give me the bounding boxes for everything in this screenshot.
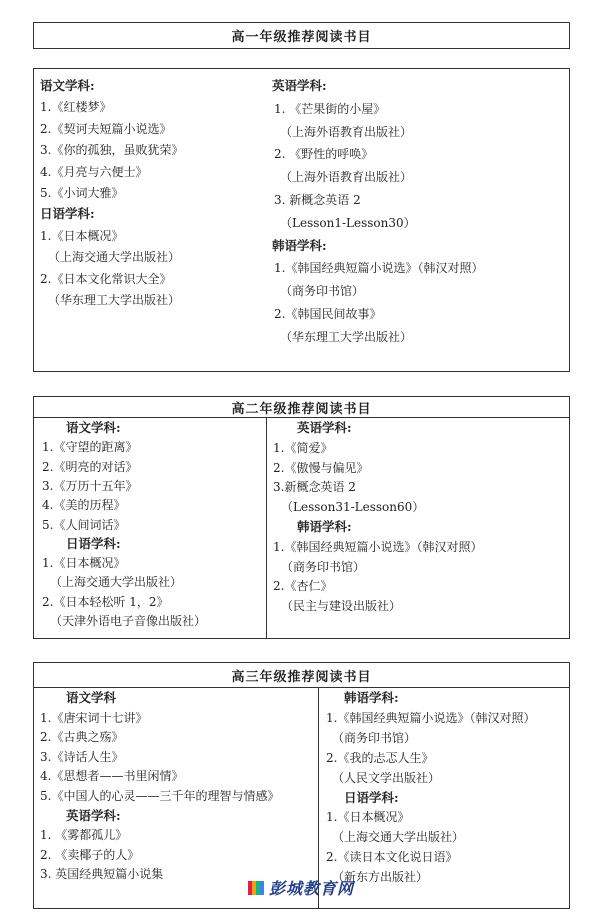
book-item: 1. 《雾都孤儿》 (40, 828, 128, 843)
book-item: 2.《韩国民间故事》 (274, 307, 382, 321)
book-item: 1.《韩国经典短篇小说选》（韩汉对照） (273, 539, 483, 554)
publisher-note: （商务印书馆） (280, 284, 365, 299)
publisher-note: （Lesson1-Lesson30） (280, 215, 416, 230)
book-item: 2.《读日本文化说日语》 (326, 850, 458, 865)
publisher-note: （上海外语教育出版社） (280, 170, 413, 185)
publisher-note: （商务印书馆） (281, 559, 366, 574)
watermark-logo (246, 876, 354, 899)
book-item: 5.《小词大雅》 (40, 186, 124, 200)
book-item: 4.《月亮与六便士》 (40, 164, 148, 179)
subject-heading: 英语学科: (297, 420, 352, 435)
publisher-note: （人民文学出版社） (332, 770, 441, 785)
book-item: 1.《唐宋词十七讲》 (40, 710, 148, 725)
subject-heading: 韩语学科: (344, 690, 399, 705)
book-logo-icon (246, 878, 266, 898)
publisher-note: （上海外语教育出版社） (280, 124, 413, 139)
subject-heading: 英语学科: (66, 807, 121, 823)
publisher-note: （华东理工大学出版社） (280, 329, 413, 344)
book-item: 2.《日本文化常识大全》 (40, 271, 172, 286)
subject-heading: 韩语学科: (272, 237, 327, 253)
book-item: 2. 《卖椰子的人》 (40, 847, 140, 862)
book-item: 1. 《芒果街的小屋》 (274, 101, 386, 116)
book-item: 2.《古典之殇》 (40, 730, 124, 745)
grade3-title: 高三年级推荐阅读书目 (231, 669, 372, 685)
subject-heading: 日语学科: (40, 206, 95, 222)
book-item: 1.《韩国经典短篇小说选》（韩汉对照） (274, 261, 484, 276)
book-item: 2.《明亮的对话》 (42, 459, 138, 474)
book-item: 3.《诗话人生》 (40, 749, 124, 764)
book-item: 1.《简爱》 (273, 440, 333, 455)
subject-heading: 日语学科: (344, 789, 399, 805)
book-item: 4.《美的历程》 (42, 498, 126, 513)
grade3-title-box (33, 662, 570, 688)
book-item: 5.《中国人的心灵——三千年的理智与情感》 (40, 789, 280, 803)
book-item: 2.《我的忐忑人生》 (326, 750, 434, 765)
publisher-note: （Lesson31-Lesson60） (281, 500, 425, 515)
publisher-note: （新东方出版社） (332, 870, 429, 885)
publisher-note: （上海交通大学出版社） (48, 250, 181, 265)
book-item: 4.《思想者——书里闲情》 (40, 769, 184, 784)
book-item: 1.《韩国经典短篇小说选》（韩汉对照） (326, 710, 536, 725)
book-item: 2.《杏仁》 (273, 579, 333, 594)
book-item: 2.《日本轻松听 1，2》 (42, 594, 169, 609)
watermark-text: 彭城教育网 (269, 879, 355, 898)
book-item: 5.《人间词话》 (42, 517, 126, 532)
grade1-title-box (33, 22, 570, 49)
grade2-title-box (33, 396, 570, 418)
subject-heading: 韩语学科: (297, 519, 352, 534)
subject-heading: 日语学科: (66, 535, 121, 551)
subject-heading: 语文学科: (40, 78, 95, 93)
book-item: 1.《红楼梦》 (40, 100, 112, 115)
grade2-column-divider (266, 417, 267, 639)
publisher-note: （天津外语电子音像出版社） (50, 614, 207, 628)
subject-heading: 英语学科: (272, 78, 327, 93)
book-item: 1.《日本概况》 (42, 556, 126, 571)
book-item: 3.新概念英语 2 (273, 480, 356, 495)
book-item: 2.《契诃夫短篇小说选》 (40, 121, 172, 136)
publisher-note: （商务印书馆） (332, 730, 417, 745)
book-item: 1.《守望的距离》 (42, 440, 138, 455)
publisher-note: （民主与建设出版社） (281, 599, 402, 614)
book-item: 1.《日本概况》 (326, 810, 410, 825)
book-item: 2.《傲慢与偏见》 (273, 460, 369, 475)
publisher-note: （上海交通大学出版社） (332, 830, 465, 845)
book-item: 1.《日本概况》 (40, 228, 124, 243)
book-item: 2. 《野性的呼唤》 (274, 147, 374, 162)
subject-heading: 语文学科 (66, 690, 117, 705)
book-item: 3. 新概念英语 2 (274, 193, 361, 207)
book-item: 3. 英国经典短篇小说集 (40, 867, 164, 882)
book-item: 3.《万历十五年》 (42, 478, 138, 493)
book-item: 3.《你的孤独，虽败犹荣》 (40, 143, 184, 158)
publisher-note: （上海交通大学出版社） (50, 575, 183, 590)
publisher-note: （华东理工大学出版社） (48, 293, 181, 307)
subject-heading: 语文学科: (66, 420, 121, 435)
grade2-title: 高二年级推荐阅读书目 (231, 401, 372, 417)
grade1-title: 高一年级推荐阅读书目 (231, 30, 372, 45)
